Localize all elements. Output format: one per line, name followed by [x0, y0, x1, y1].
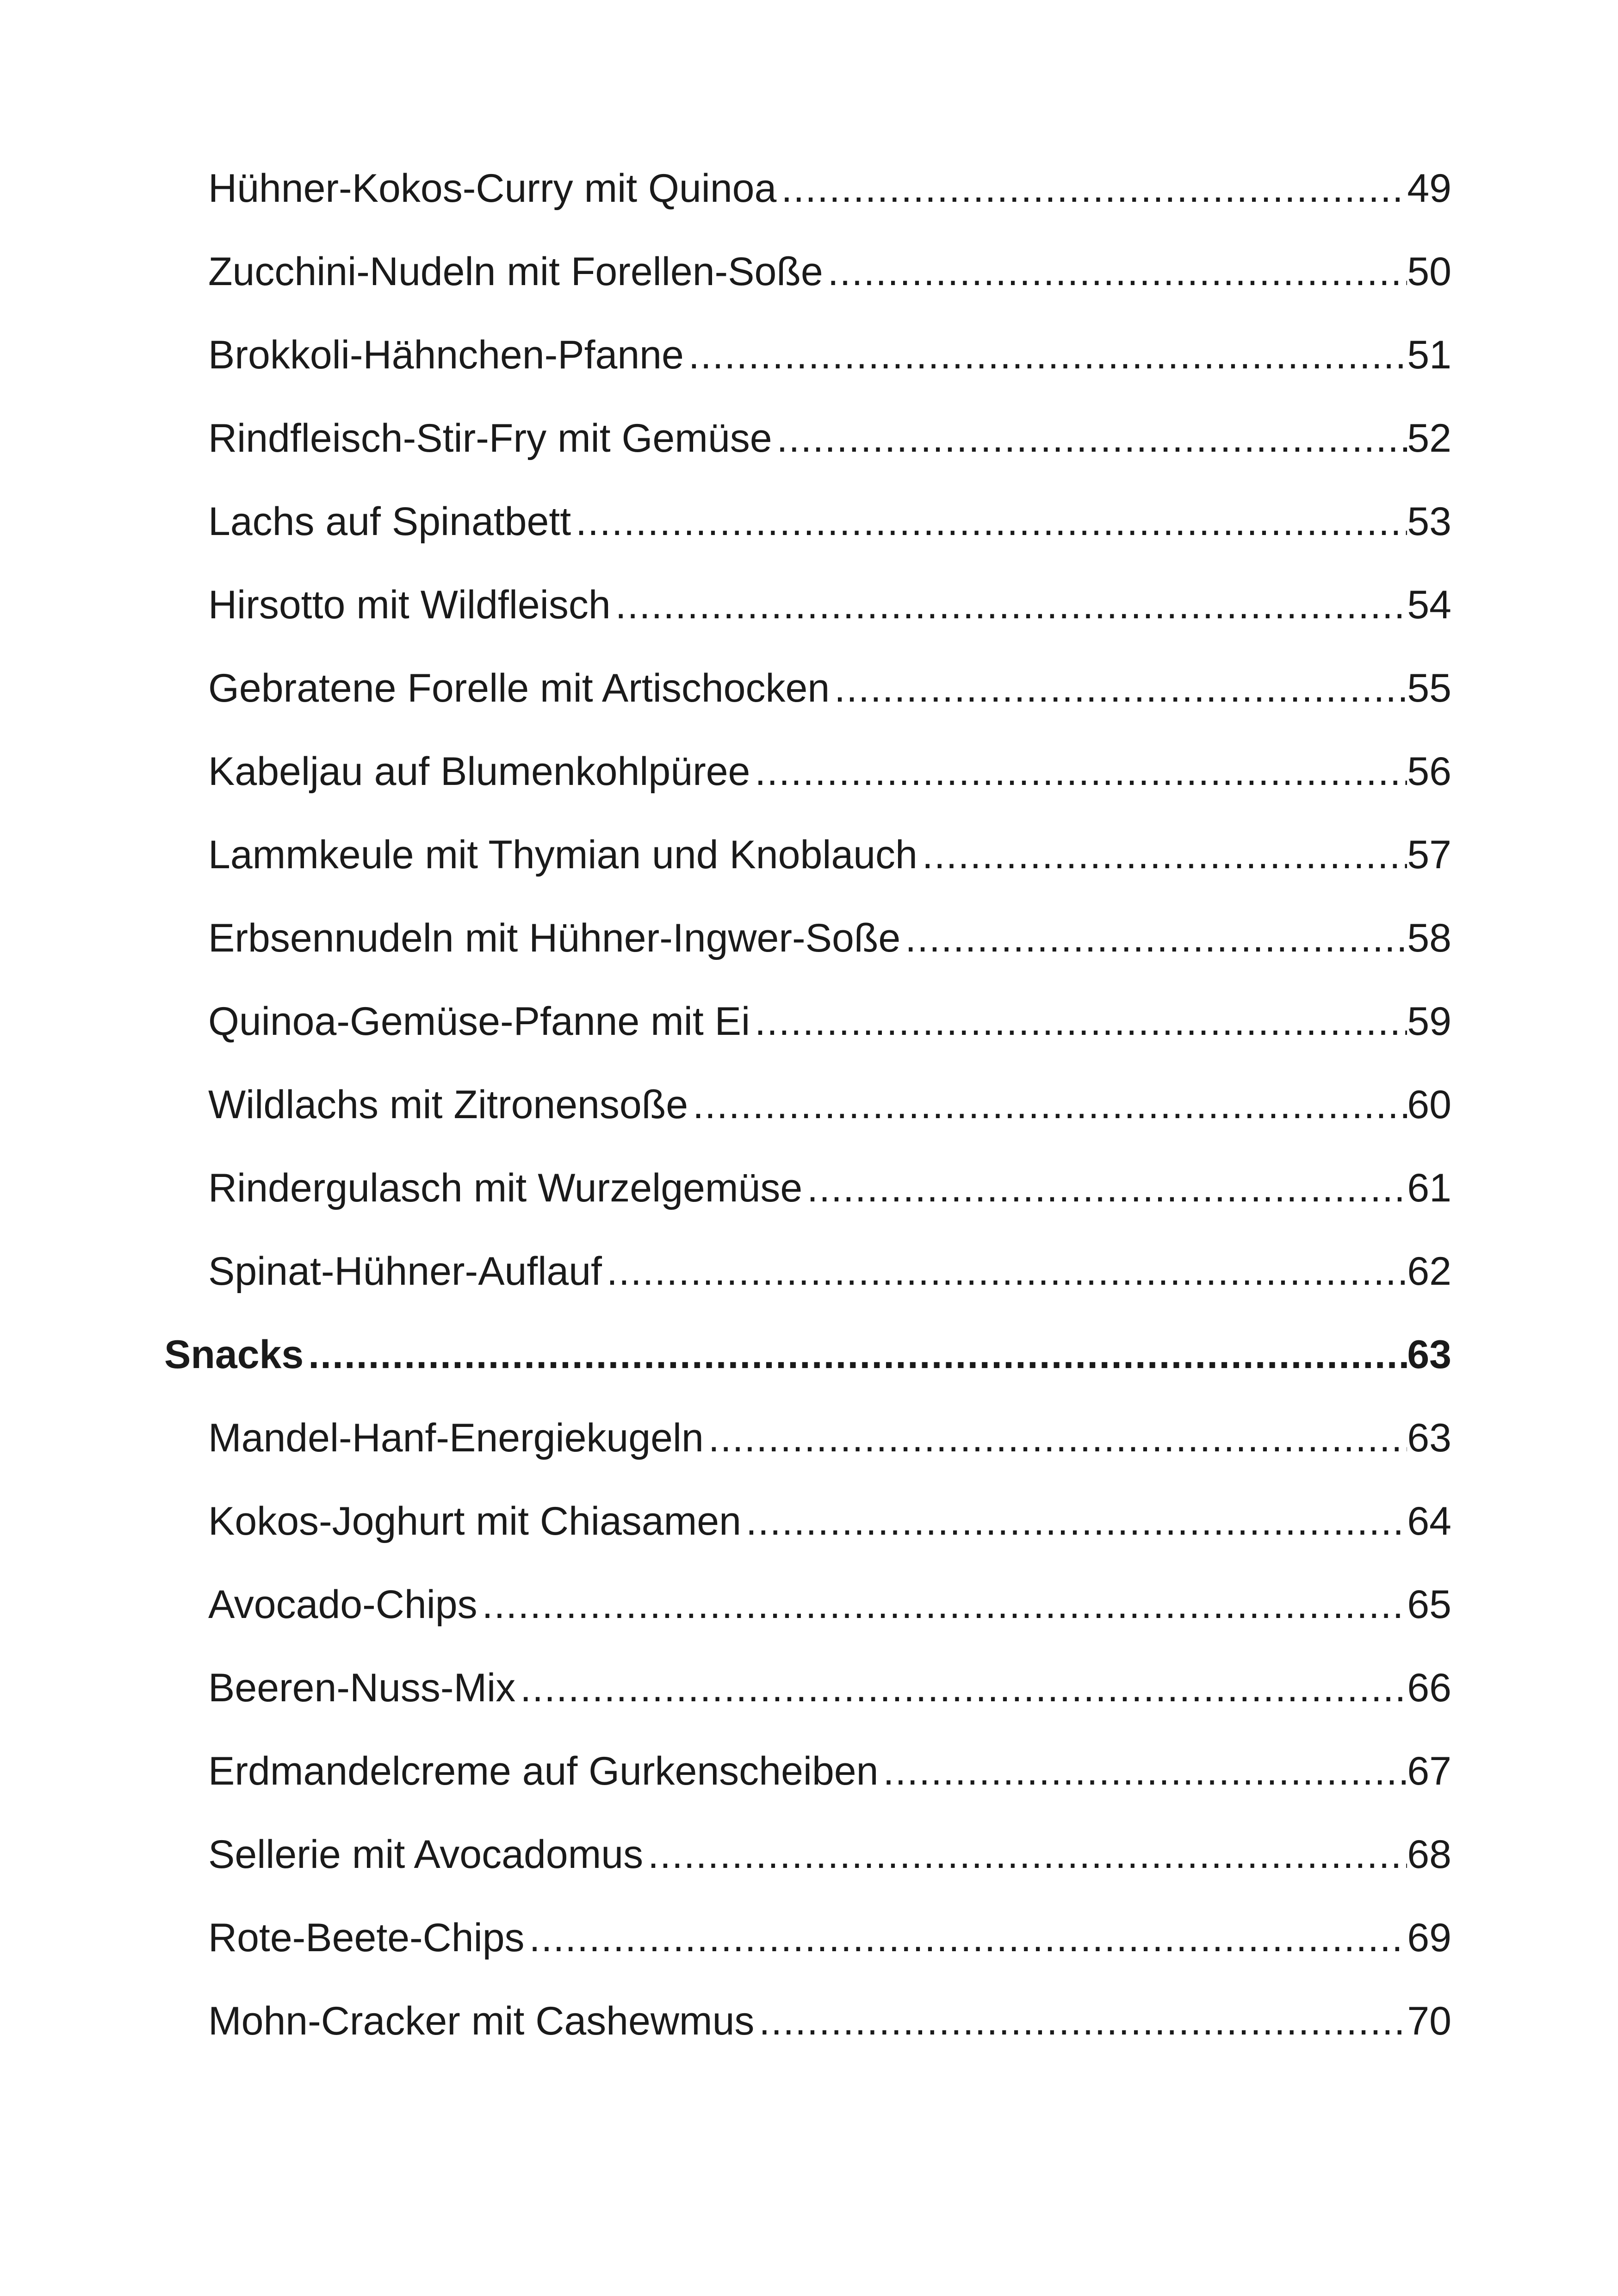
toc-page-number: 63 [1407, 1416, 1451, 1460]
toc-entry[interactable] [208, 1726, 1451, 1791]
toc-page-number: 59 [1407, 999, 1451, 1044]
toc-dot-leader [477, 1585, 1407, 1624]
toc-entry[interactable] [208, 1560, 1451, 1627]
toc-entry-title: Rindfleisch-Stir-Fry mit Gemüse [208, 416, 772, 460]
toc-page-number: 54 [1407, 583, 1451, 627]
toc-entry[interactable] [208, 1060, 1451, 1125]
toc-page-number: 58 [1407, 916, 1451, 960]
toc-page-number: 63 [1407, 1332, 1451, 1377]
toc-page-number: 49 [1407, 166, 1451, 211]
toc-page-number: 68 [1407, 1832, 1451, 1877]
toc-page-number: 60 [1407, 1083, 1451, 1127]
toc-entry[interactable] [208, 1476, 1451, 1541]
toc-entry[interactable] [208, 143, 1451, 211]
toc-dot-leader [688, 1085, 1407, 1125]
toc-entry-title: Zucchini-Nudeln mit Forellen-Soße [208, 249, 823, 294]
toc-entry-title: Brokkoli-Hähnchen-Pfanne [208, 333, 684, 377]
toc-entry[interactable] [208, 1143, 1451, 1208]
toc-dot-leader [823, 252, 1407, 292]
toc-entry[interactable] [208, 1643, 1451, 1708]
toc-dot-leader [750, 752, 1407, 791]
toc-entry-title: Lachs auf Spinatbett [208, 499, 571, 544]
toc-dot-leader [830, 668, 1407, 708]
toc-entry[interactable] [208, 310, 1451, 375]
toc-dot-leader [776, 168, 1407, 208]
toc-entry-title: Erdmandelcreme auf Gurkenscheiben [208, 1749, 879, 1793]
toc-entry-title: Kabeljau auf Blumenkohlpüree [208, 749, 750, 794]
toc-dot-leader [741, 1501, 1407, 1541]
toc-dot-leader [643, 1835, 1407, 1874]
toc-entry-title: Sellerie mit Avocadomus [208, 1832, 644, 1877]
toc-section-heading[interactable] [164, 1310, 1451, 1375]
toc-entry-title: Mandel-Hanf-Energiekugeln [208, 1416, 704, 1460]
toc-page-number: 62 [1407, 1249, 1451, 1294]
toc-entry-title: Quinoa-Gemüse-Pfanne mit Ei [208, 999, 750, 1044]
toc-entry[interactable] [208, 477, 1451, 544]
toc-page-number: 51 [1407, 333, 1451, 377]
toc-page-number: 66 [1407, 1666, 1451, 1710]
toc-page-number: 56 [1407, 749, 1451, 794]
toc-page-number: 61 [1407, 1166, 1451, 1210]
toc-entry-title: Spinat-Hühner-Auflauf [208, 1249, 602, 1294]
toc-entry[interactable] [208, 560, 1451, 625]
toc-dot-leader [900, 918, 1407, 958]
toc-page-number: 52 [1407, 416, 1451, 460]
toc-page-number: 53 [1407, 499, 1451, 544]
toc-dot-leader [878, 1751, 1407, 1791]
toc-page-number: 70 [1407, 1999, 1451, 2043]
toc-page-number: 67 [1407, 1749, 1451, 1793]
toc-section-title: Snacks [164, 1332, 304, 1377]
toc-entry-title: Erbsennudeln mit Hühner-Ingwer-Soße [208, 916, 901, 960]
toc-dot-leader [525, 1918, 1407, 1958]
toc-page-number: 55 [1407, 666, 1451, 710]
toc-entry[interactable] [208, 227, 1451, 292]
toc-page-number: 57 [1407, 833, 1451, 877]
toc-entry-title: Avocado-Chips [208, 1582, 477, 1627]
toc-entry-title: Mohn-Cracker mit Cashewmus [208, 1999, 755, 2043]
toc-entry[interactable] [208, 1976, 1451, 2041]
toc-entry-title: Hühner-Kokos-Curry mit Quinoa [208, 166, 777, 211]
toc-entry-title: Wildlachs mit Zitronensoße [208, 1083, 688, 1127]
toc-entry[interactable] [208, 893, 1451, 958]
toc-dot-leader [611, 585, 1407, 625]
toc-entry[interactable] [208, 643, 1451, 708]
toc-entry[interactable] [208, 1226, 1451, 1294]
toc-entry-title: Rindergulasch mit Wurzelgemüse [208, 1166, 803, 1210]
toc-entry[interactable] [208, 810, 1451, 875]
toc-entry[interactable] [208, 1810, 1451, 1877]
toc-entry-title: Hirsotto mit Wildfleisch [208, 583, 611, 627]
toc-dot-leader [602, 1251, 1407, 1291]
toc-page-number: 65 [1407, 1582, 1451, 1627]
toc-entry[interactable] [208, 727, 1451, 794]
toc-dot-leader [515, 1668, 1407, 1708]
toc-entry[interactable] [208, 393, 1451, 458]
toc-entry-title: Kokos-Joghurt mit Chiasamen [208, 1499, 741, 1543]
toc-entry-title: Beeren-Nuss-Mix [208, 1666, 516, 1710]
toc-page-number: 50 [1407, 249, 1451, 294]
toc-page-number: 64 [1407, 1499, 1451, 1543]
toc-dot-leader [754, 2001, 1407, 2041]
toc-entry-title: Lammkeule mit Thymian und Knoblauch [208, 833, 917, 877]
toc-dot-leader [802, 1168, 1407, 1208]
toc-entry[interactable] [208, 1893, 1451, 1958]
toc-entry[interactable] [208, 1393, 1451, 1458]
toc-dot-leader [684, 335, 1407, 375]
toc-dot-leader [917, 835, 1407, 875]
toc-dot-leader [304, 1335, 1407, 1375]
toc-dot-leader [571, 502, 1407, 541]
toc-dot-leader [750, 1002, 1407, 1041]
toc-entry-title: Gebratene Forelle mit Artischocken [208, 666, 830, 710]
toc-entry-title: Rote-Beete-Chips [208, 1916, 525, 1960]
toc-dot-leader [772, 418, 1407, 458]
toc-entry[interactable] [208, 977, 1451, 1044]
toc-dot-leader [704, 1418, 1407, 1458]
toc-page-number: 69 [1407, 1916, 1451, 1960]
